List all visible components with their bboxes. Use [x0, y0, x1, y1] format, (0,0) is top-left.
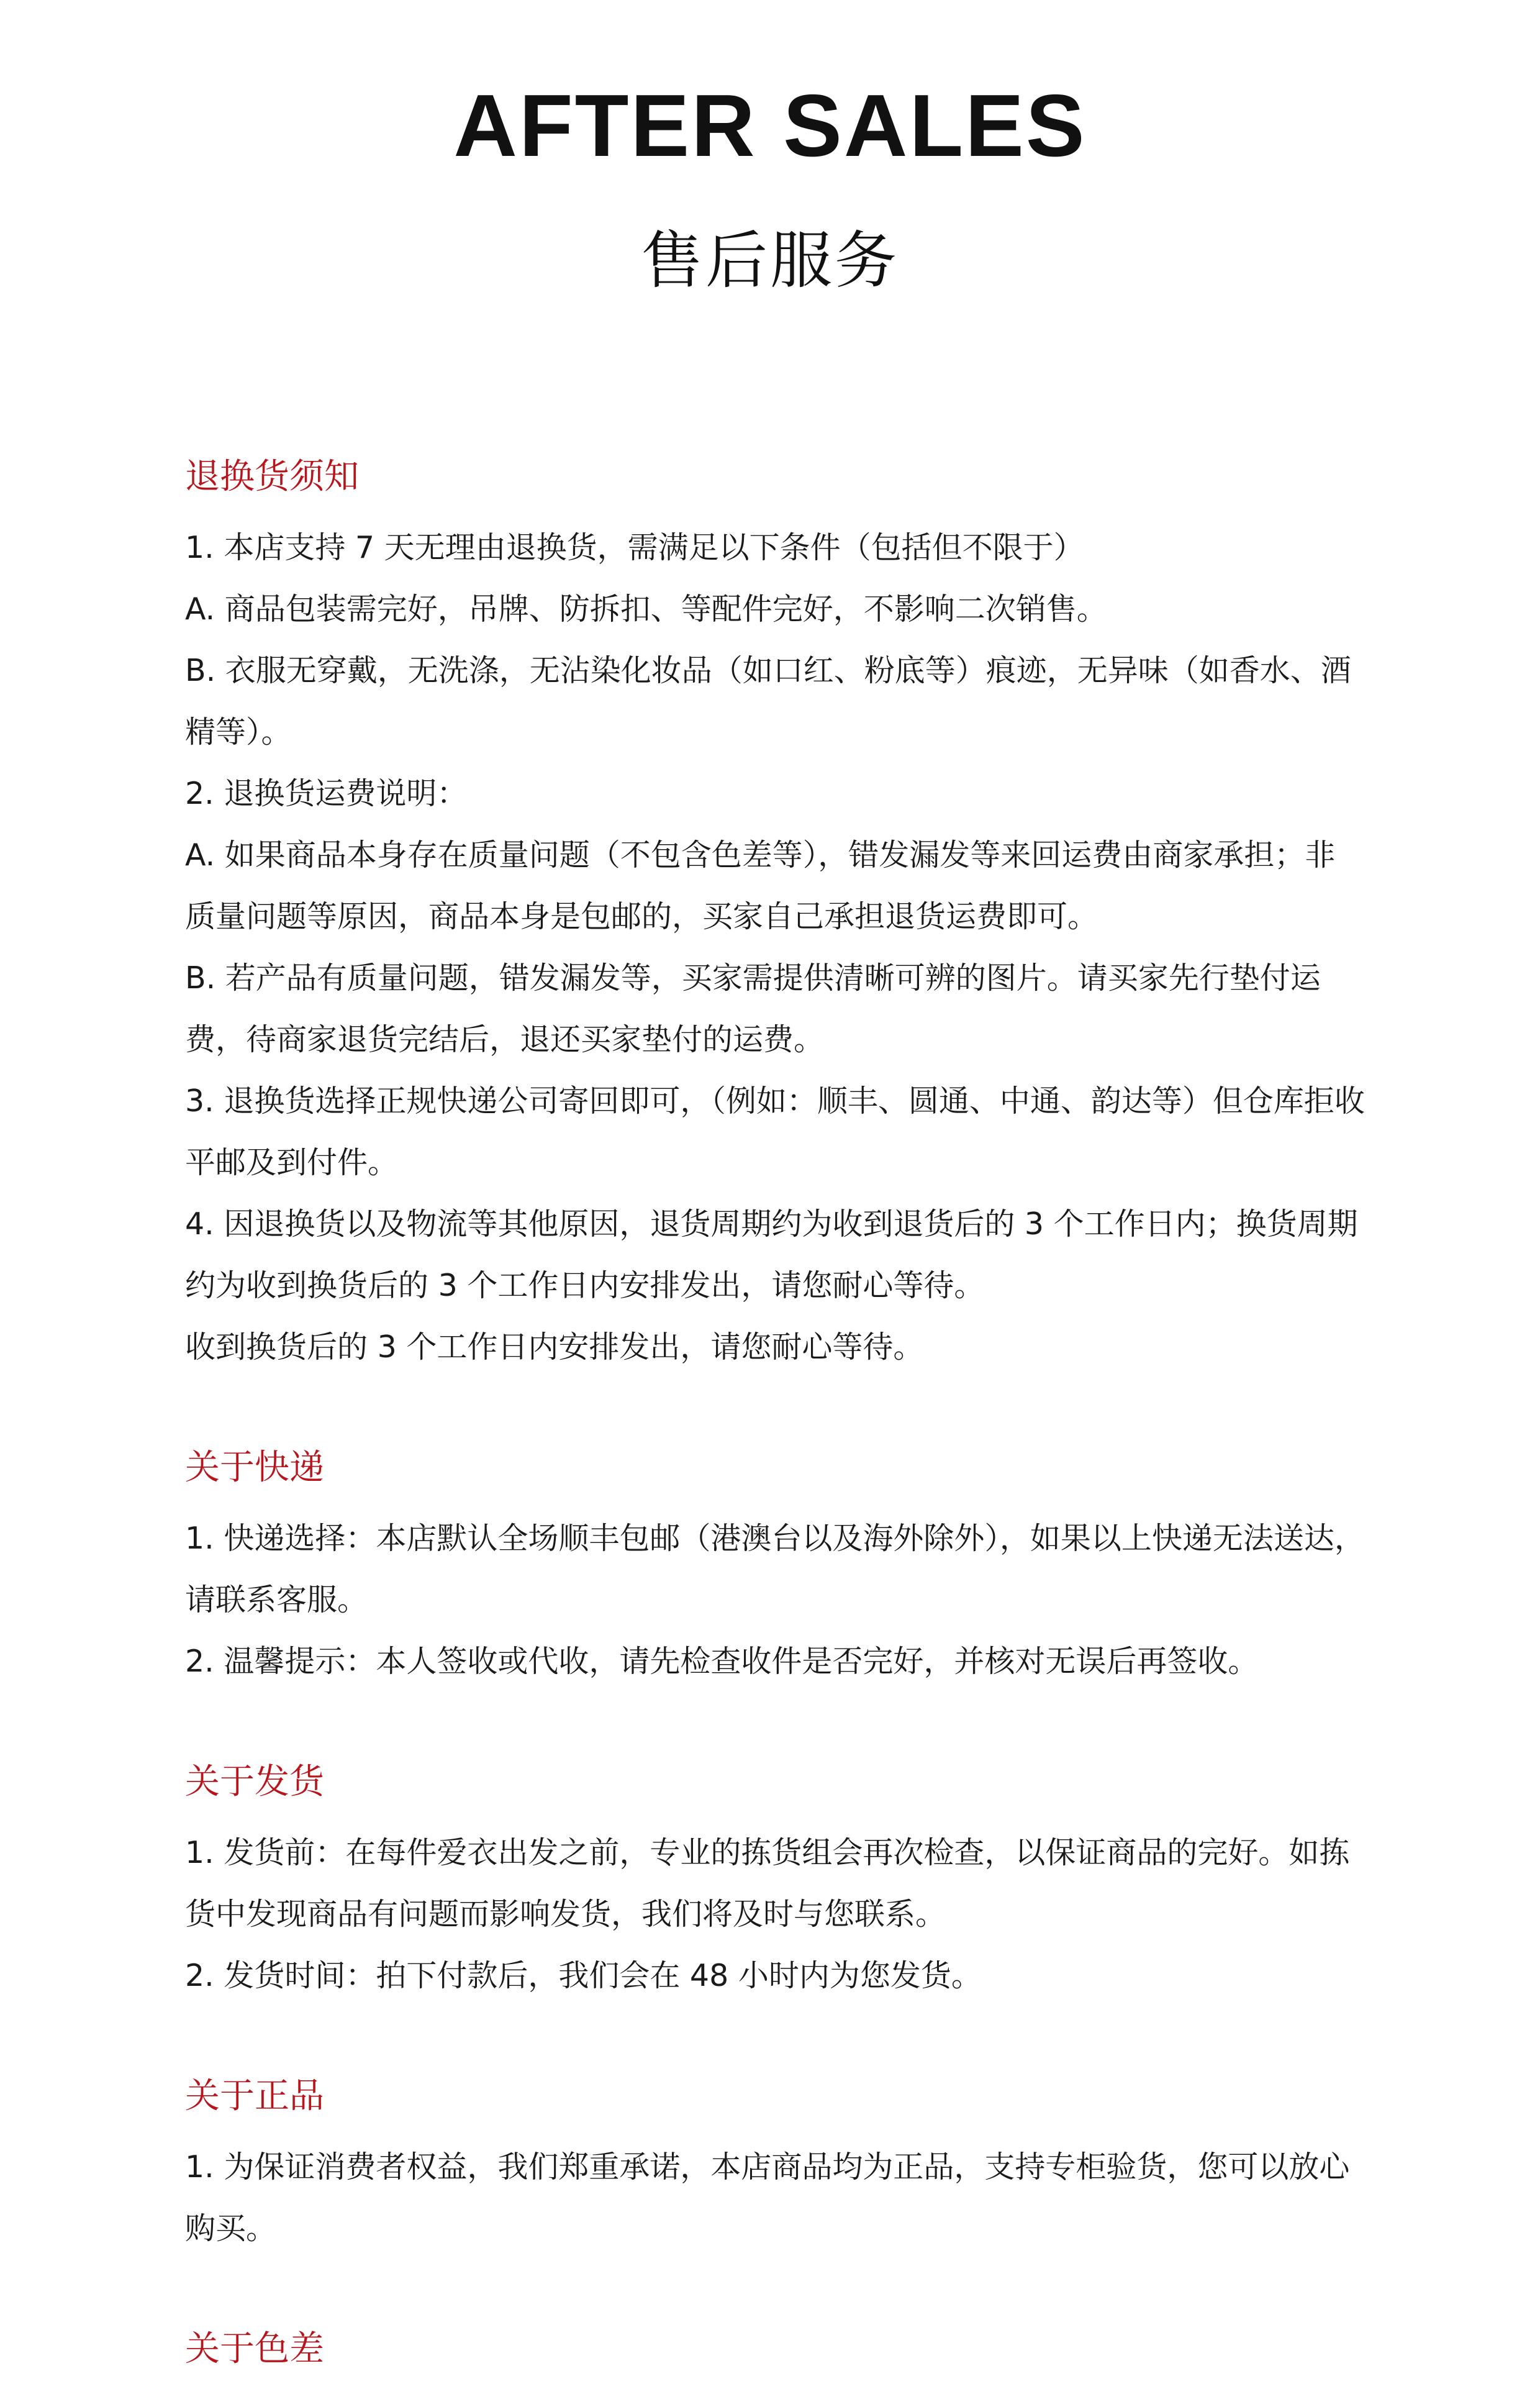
section-heading: 退换货须知 [185, 457, 359, 497]
paragraph: B. 若产品有质量问题，错发漏发等，买家需提供清晰可辨的图片。请买家先行垫付运费，待商家退货完结后，退还买家垫付的运费。 [185, 960, 1321, 1057]
paragraph: A. 商品包装需完好，吊牌、防拆扣、等配件完好，不影响二次销售。 [185, 591, 1107, 627]
section-color-difference [185, 2324, 1365, 2374]
section-heading: 关于正品 [185, 2076, 324, 2116]
section-heading: 关于色差 [185, 2329, 324, 2369]
page-title-cn: 售后服务 [641, 224, 899, 297]
paragraph: 1. 本店支持 7 天无理由退换货，需满足以下条件（包括但不限于） [185, 530, 1084, 565]
after-sales-content [185, 452, 1365, 2389]
paragraph: A. 如果商品本身存在质量问题（不包含色差等），错发漏发等来回运费由商家承担；非质量问题等原因，商品本身是包邮的，买家自己承担退货运费即可。 [185, 837, 1336, 934]
section-return-exchange [185, 452, 1365, 1378]
paragraph: 收到换货后的 3 个工作日内安排发出，请您耐心等待。 [185, 1329, 924, 1365]
section-heading: 关于发货 [185, 1762, 324, 1802]
paragraph: 4. 因退换货以及物流等其他原因，退货周期约为收到退货后的 3 个工作日内；换货周期约为收到换货后的 3 个工作日内安排发出，请您耐心等待。 [185, 1206, 1358, 1303]
paragraph: 2. 发货时间：拍下付款后，我们会在 48 小时内为您发货。 [185, 1958, 982, 1993]
section-express [185, 1443, 1365, 1692]
paragraph: 2. 退换货运费说明： [185, 776, 468, 811]
paragraph: 3. 退换货选择正规快递公司寄回即可，（例如：顺丰、圆通、中通、韵达等）但仓库拒收平邮及到付件。 [185, 1083, 1365, 1180]
paragraph: 2. 温馨提示：本人签收或代收，请先检查收件是否完好，并核对无误后再签收。 [185, 1644, 1259, 1679]
section-shipping [185, 1757, 1365, 2006]
paragraph: 1. 发货前：在每件爱衣出发之前，专业的拣货组会再次检查，以保证商品的完好。如拣货中发现商品有问题而影响发货，我们将及时与您联系。 [185, 1835, 1350, 1932]
page-title-en: AFTER SALES [453, 76, 1087, 175]
section-heading: 关于快递 [185, 1447, 324, 1488]
section-authenticity [185, 2072, 1365, 2259]
paragraph: 1. 快递选择：本店默认全场顺丰包邮（港澳台以及海外除外），如果以上快递无法送达，请联系客服。 [185, 1521, 1365, 1618]
paragraph: B. 衣服无穿戴，无洗涤，无沾染化妆品（如口红、粉底等）痕迹，无异味（如香水、酒精等）。 [185, 653, 1351, 750]
paragraph: 1. 为保证消费者权益，我们郑重承诺，本店商品均为正品，支持专柜验货，您可以放心购买。 [185, 2149, 1350, 2246]
